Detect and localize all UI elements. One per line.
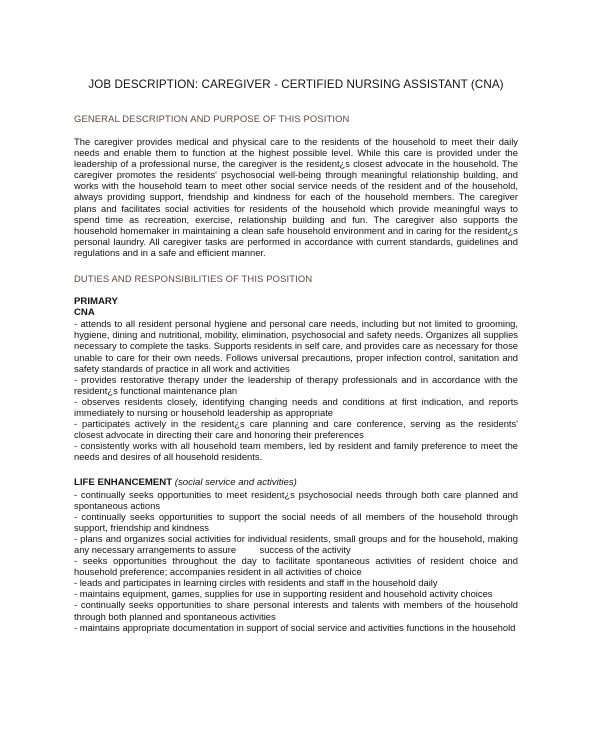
cna-duty-item: - participates actively in the resident¿s care planning and care conference, serving as the residents' closest advocate in directing their care and honoring their preferences xyxy=(74,418,518,441)
life-enhancement-item: - maintains equipment, games, supplies for use in supporting resident and household activity choices xyxy=(74,588,493,600)
life-enhancement-item: - seeks opportunities throughout the day to facilitate spontaneous activities of resident choice and household preference; accompanies resident in all activities of choice xyxy=(74,555,518,578)
cna-duty-item: - observes residents closely, identifying changing needs and conditions at first indication, and reports immediately to nursing or household leadership as appropriate xyxy=(74,395,518,418)
life-enhancement-note: (social service and activities) xyxy=(174,477,297,489)
cna-duty-item: - provides restorative therapy under the leadership of therapy professionals and in accordance with the resident¿s functional maintenance plan xyxy=(74,373,518,396)
life-enhancement-item: - continually seeks opportunities to meet resident¿s psychosocial needs through both care planned and spontaneous actions xyxy=(74,488,518,511)
general-description-heading: GENERAL DESCRIPTION AND PURPOSE OF THIS POSITION xyxy=(74,113,350,124)
cna-duty-item: - attends to all resident personal hygiene and personal care needs, including but not limited to grooming, hygiene, dining and nutritional, mobility, elimination, psychosocial and safety needs. Organizes all supplies necessary to complete the tasks. Supports residents in self care, and provides care as necessary for those unable to care for their own needs. Follows universal precautions, proper infection control, sanitation and safety standards of practice in all work and activities xyxy=(74,318,518,374)
primary-label: PRIMARY xyxy=(74,296,118,308)
document-title: JOB DESCRIPTION: CAREGIVER - CERTIFIED NURSING ASSISTANT (CNA) xyxy=(88,78,504,91)
duties-heading: DUTIES AND RESPONSIBILITIES OF THIS POSITION xyxy=(74,273,313,285)
life-enhancement-item: - plans and organizes social activities for individual residents, small groups and for the household, making any necessary arrangements to assure success of the activity xyxy=(74,532,518,555)
cna-duty-item: - consistently works with all household team members, led by resident and family preference to meet the needs and desires of all household residents. xyxy=(74,440,518,463)
cna-duties-list xyxy=(74,318,518,462)
life-enhancement-item: - leads and participates in learning circles with residents and staff in the household daily xyxy=(74,577,438,589)
section-gap xyxy=(74,462,518,477)
life-enhancement-item: - continually seeks opportunities to share personal interests and talents with members of the household through both planned and spontaneous activities xyxy=(74,599,518,622)
cna-label: CNA xyxy=(74,307,95,319)
life-enhancement-heading xyxy=(74,477,518,488)
life-enhancement-label: LIFE ENHANCEMENT xyxy=(74,477,173,489)
life-enhancement-item: - continually seeks opportunities to support the social needs of all members of the household through support, friendship and kindness xyxy=(74,510,518,533)
general-description-paragraph: The caregiver provides medical and physical care to the residents of the household to meet their daily needs and enable them to function at the highest possible level. While this care is provided under the leadership of a professional nurse, the caregiver is the resident¿s closest advocate in the household. The caregiver promotes the residents' psychosocial well-being through meaningful relationship building, and works with the household team to meet other social service needs of the resident and of the household, always providing support, friendship and kindness for each of the household members. The caregiver plans and facilitates social activities for residents of the household which provide meaningful ways to spend time as recreation, exercise, relationship building and fun. The caregiver also supports the household homemaker in maintaining a clean safe household environment and in caring for the resident¿s personal laundry. All caregiver tasks are performed in accordance with current standards, guidelines and regulations and in a safe and efficient manner. xyxy=(74,136,518,258)
life-enhancement-item: - maintains appropriate documentation in support of social service and activities functions in the household xyxy=(74,621,516,633)
life-enhancement-list xyxy=(74,489,518,633)
